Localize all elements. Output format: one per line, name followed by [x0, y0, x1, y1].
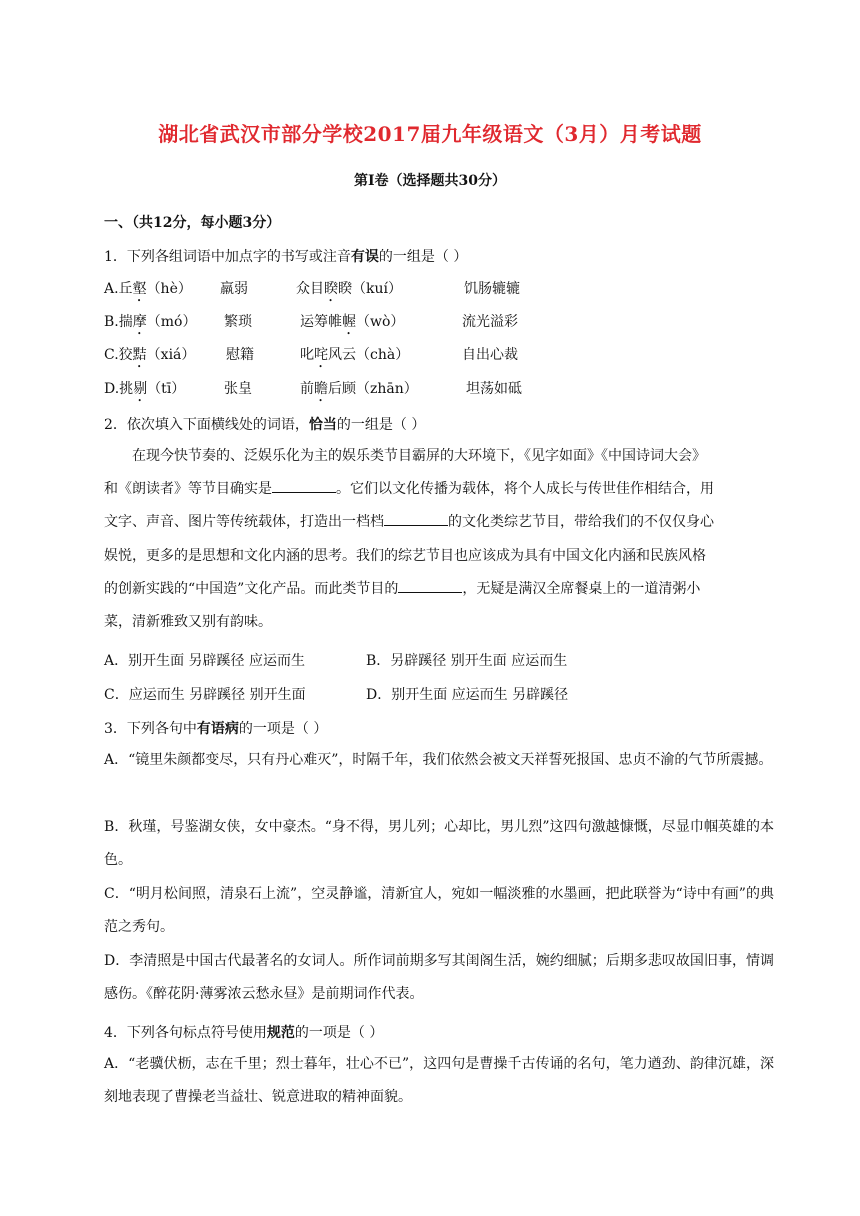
question-3-option-b: B．秋瑾，号鉴湖女侠，女中豪杰。“身不得，男儿列；心却比，男儿烈”这四句激越慷慨，尽显巾帼英雄的本色。 [104, 819, 774, 869]
fill-blank-2 [384, 513, 448, 526]
document-page: 湖北省武汉市部分学校2017届九年级语文（3月）月考试题 第Ⅰ卷（选择题共30分） 一、（共12分，每小题3分） 1．下列各组词语中加点字的书写或注音有误的一组是（ ） A.丘壑（hè） 羸弱 众目睽睽（kuí） 饥肠辘辘 B.揣摩（mó） 繁琐 运筹帷幄（wò） 流光溢彩 C.狡黠（xiá） 慰籍 叱咤风云（chà） 自出心裁 D.挑剔（tī） 张皇 前瞻后顾（zhān） 坦荡如砥 2．依次填入下面横线处的词语，恰当的一组是（ ） 在现今快节奏的、泛娱乐化为主的娱乐类节目霸屏的大环境下，《见字如面》《中国诗词大会》 和《朗读者》等节目确实是 。它们以文化传播为载体，将个人成长与传世佳作相结合，用 文字、声音、图片等传统载体，打造出一档档 的文化类综艺节目，带给我们的不仅仅身心 娱悦，更多的是思想和文化内涵的思考。我们的综艺节目也应该成为具有中国文化内涵和民族风格 的创新实践的“中国造”文化产品。而此类节目的 ，无疑是满汉全席餐桌上的一道清粥小 菜，清新雅致又别有韵味。 A．别开生面 另辟蹊径 应运而生 B．另辟蹊径 别开生面 应运而生 C．应运而生 另辟蹊径 别开生面 D．别开生面 应运而生 另辟蹊径 3．下列各句中有语病的一项是（ ） A．“镜里朱颜都变尽，只有丹心难灭”，时隔千年，我们依然会被文天祥誓死报国、忠贞不渝的气节所震撼。 B．秋瑾，号鉴湖女侠，女中豪杰。“身不得，男儿列；心却比，男儿烈”这四句激越慷慨，尽显巾帼英雄的本色。 C．“明月松间照，清泉石上流”，空灵静谧，清新宜人，宛如一幅淡雅的水墨画，把此联誉为“诗中有画”的典范之秀句。 D．李清照是中国古代最著名的女词人。所作词前期多写其闺阁生活，婉约细腻；后期多悲叹故国旧事，情调感伤。《醉花阴·薄雾浓云愁永昼》是前期词作代表。 4．下列各句标点符号使用规范的一项是（ ） A．“老骥伏枥，志在千里；烈士暮年，壮心不已”，这四句是曹操千古传诵的名句，笔力遒劲、韵律沉雄，深刻地表现了曹操老当益壮、锐意进取的精神面貌。 [0, 0, 860, 1216]
part-heading: 一、（共12分，每小题3分） [104, 215, 281, 231]
question-2-stem: 2．依次填入下面横线处的词语，恰当的一组是（ ） [104, 417, 426, 433]
question-3-option-a: A．“镜里朱颜都变尽，只有丹心难灭”，时隔千年，我们依然会被文天祥誓死报国、忠贞不渝的气节所震撼。 [104, 752, 773, 768]
question-4-option-a: A．“老骥伏枥，志在千里；烈士暮年，壮心不已”，这四句是曹操千古传诵的名句，笔力遒劲、韵律沉雄，深刻地表现了曹操老当益壮、锐意进取的精神面貌。 [104, 1056, 774, 1106]
fill-blank-1 [272, 480, 336, 493]
question-3-option-c: C．“明月松间照，清泉石上流”，空灵静谧，清新宜人，宛如一幅淡雅的水墨画，把此联誉为“诗中有画”的典范之秀句。 [104, 886, 774, 936]
fill-blank-3 [398, 580, 462, 593]
question-1-stem: 1．下列各组词语中加点字的书写或注音有误的一组是（ ） [104, 249, 468, 265]
question-2-option-b: B．另辟蹊径 别开生面 应运而生 [366, 653, 568, 669]
question-2-passage: 在现今快节奏的、泛娱乐化为主的娱乐类节目霸屏的大环境下，《见字如面》《中国诗词大会》 和《朗读者》等节目确实是 。它们以文化传播为载体，将个人成长与传世佳作相结合，用 文字、声音、图片等传统载体，打造出一档档 的文化类综艺节目，带给我们的不仅仅身心 娱悦，更多的是思想和文化内涵的思考。我们的综艺节目也应该成为具有中国文化内涵和民族风格 的创新实践的“中国造”文化产品。而此类节目的 ，无疑是满汉全席餐桌上的一道清粥小 菜，清新雅致又别有韵味。 [104, 448, 714, 631]
question-2-option-d: D．别开生面 应运而生 另辟蹊径 [366, 687, 569, 703]
section-subtitle: 第Ⅰ卷（选择题共30分） [353, 173, 507, 189]
question-4-stem: 4．下列各句标点符号使用规范的一项是（ ） [104, 1025, 384, 1041]
question-2-option-a: A．别开生面 另辟蹊径 应运而生 [104, 653, 306, 669]
question-3-stem: 3．下列各句中有语病的一项是（ ） [104, 721, 328, 737]
question-3-option-d: D．李清照是中国古代最著名的女词人。所作词前期多写其闺阁生活，婉约细腻；后期多悲叹故国旧事，情调感伤。《醉花阴·薄雾浓云愁永昼》是前期词作代表。 [104, 953, 774, 1003]
question-2-option-c: C．应运而生 另辟蹊径 别开生面 [104, 687, 306, 703]
page-title: 湖北省武汉市部分学校2017届九年级语文（3月）月考试题 [158, 122, 702, 146]
